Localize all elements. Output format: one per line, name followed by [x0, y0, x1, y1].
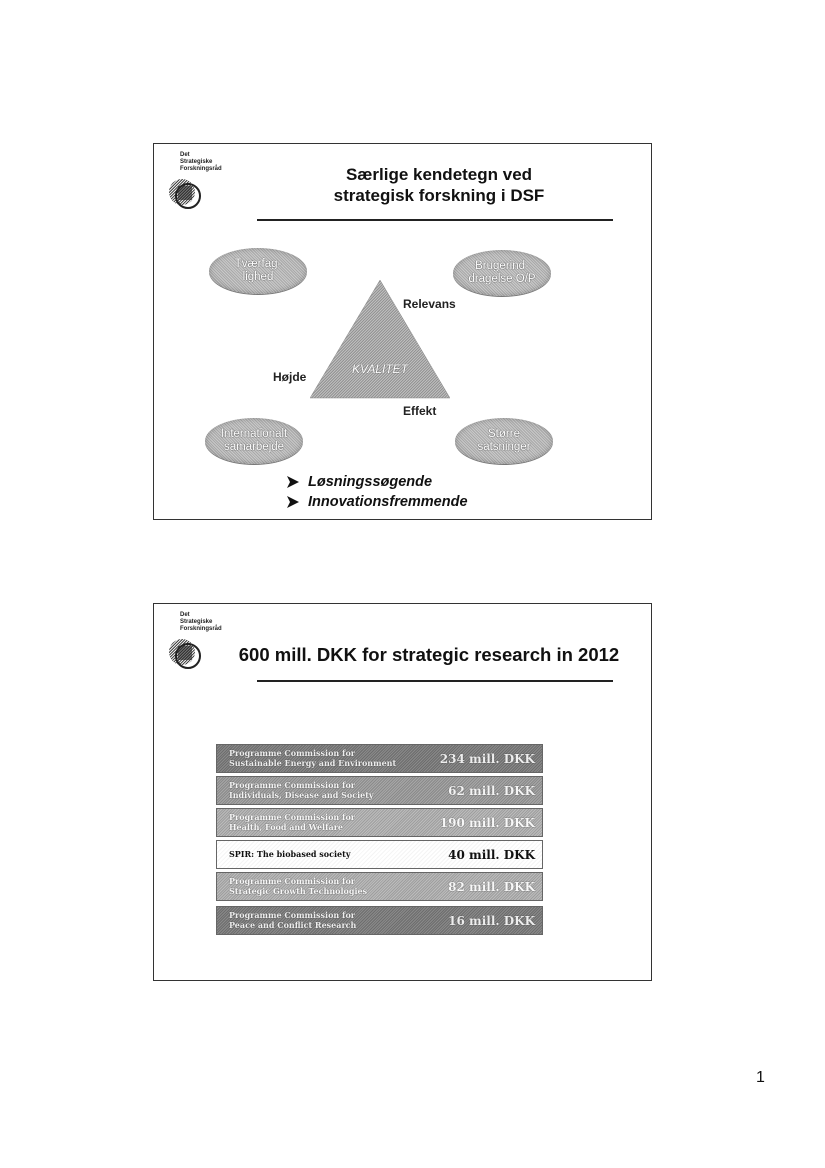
bar-name-line: Health, Food and Welfare: [229, 821, 344, 832]
label-hojde: Højde: [273, 370, 307, 384]
page-number: 1: [756, 1069, 765, 1086]
bar-amount: 234 mill. DKK: [439, 751, 535, 766]
oval-internationalt-samarbejde: [205, 418, 303, 464]
budget-bar: [216, 840, 543, 869]
logo-mark-icon: [168, 636, 204, 672]
arrow-bullet-icon: [286, 475, 300, 489]
bar-amount: 16 mill. DKK: [448, 913, 535, 928]
budget-bar: [216, 776, 543, 805]
title-rule: [257, 219, 613, 221]
oval-text: dragelse O/P: [468, 273, 536, 285]
logo-line-3: Forskningsråd: [180, 166, 222, 172]
logo-line-1: Det: [180, 152, 190, 158]
bullet-text: Innovationsfremmende: [308, 494, 468, 510]
bar-amount: 190 mill. DKK: [439, 815, 535, 830]
bar-name-line: Individuals, Disease and Society: [229, 789, 374, 800]
bar-name-line: Strategic Growth Technologies: [229, 885, 368, 896]
dsf-logo: [168, 152, 258, 212]
bar-amount: 40 mill. DKK: [448, 847, 535, 862]
bar-name-line: Programme Commission for: [229, 780, 356, 790]
budget-bar: [216, 744, 543, 773]
bar-name-line: Sustainable Energy and Environment: [229, 757, 397, 768]
oval-brugerinddragelse: [453, 250, 551, 296]
budget-bar: [216, 872, 543, 901]
slide-2-title: 600 mill. DKK for strategic research in 2012: [238, 644, 620, 665]
oval-text: satsninger: [477, 441, 531, 453]
logo-text: [180, 612, 222, 633]
bar-name-line: Programme Commission for: [229, 748, 356, 758]
label-relevans: Relevans: [403, 297, 456, 311]
slide-1: [153, 143, 652, 520]
oval-text: Tværfag-: [234, 258, 282, 270]
logo-line-1: Det: [180, 612, 190, 618]
slide-2: [153, 603, 652, 981]
label-effekt: Effekt: [403, 404, 437, 418]
bullet-item: [286, 472, 468, 492]
bar-name-line: Programme Commission for: [229, 910, 356, 920]
bar-name: [229, 813, 409, 832]
bar-name: [229, 749, 409, 768]
bar-name-line: SPIR: The biobased society: [229, 848, 351, 859]
bullet-item: [286, 492, 468, 512]
logo-line-3: Forskningsråd: [180, 626, 222, 632]
oval-text: Internationalt: [220, 428, 288, 440]
oval-text: lighed: [242, 271, 274, 283]
bar-amount: 62 mill. DKK: [448, 783, 535, 798]
oval-text: Større: [488, 428, 520, 440]
budget-bar: [216, 808, 543, 837]
bullet-text: Løsningssøgende: [308, 474, 433, 490]
kvalitet-label: KVALITET: [351, 362, 409, 376]
arrow-bullet-icon: [286, 495, 300, 509]
bar-name: [229, 850, 409, 860]
title-rule: [257, 680, 613, 682]
bar-name-line: Programme Commission for: [229, 876, 356, 886]
bar-name: [229, 911, 409, 930]
logo-mark-icon: [168, 176, 204, 212]
oval-text: Brugerind-: [475, 260, 529, 272]
bar-name: [229, 877, 409, 896]
budget-bar: [216, 906, 543, 935]
oval-stoerre-satsninger: [455, 418, 553, 464]
bar-name-line: Programme Commission for: [229, 812, 356, 822]
logo-line-2: Strategiske: [180, 159, 213, 165]
logo-line-2: Strategiske: [180, 619, 213, 625]
oval-tvaerfaglighed: [209, 248, 307, 294]
bar-name: [229, 781, 409, 800]
oval-text: samarbejde: [223, 441, 285, 453]
bar-amount: 82 mill. DKK: [448, 879, 535, 894]
logo-text: [180, 152, 222, 173]
title-line-2: strategisk forskning i DSF: [333, 186, 545, 205]
title-line-1: Særlige kendetegn ved: [345, 165, 533, 184]
bar-name-line: Peace and Conflict Research: [229, 919, 357, 930]
bullet-list: [286, 472, 468, 512]
slide-1-title: [254, 164, 624, 206]
